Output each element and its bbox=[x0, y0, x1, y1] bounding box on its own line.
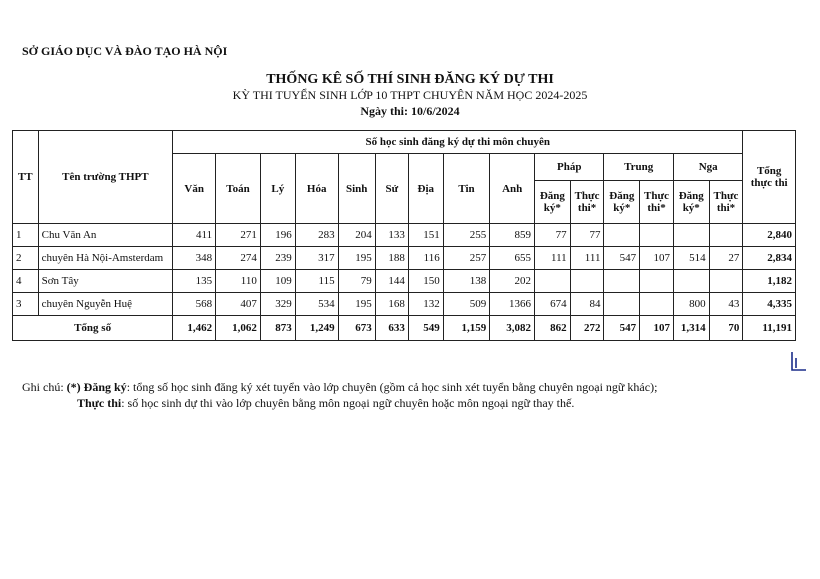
header-subject: Anh bbox=[490, 154, 535, 224]
row-cell: 411 bbox=[173, 224, 216, 247]
total-cell: 70 bbox=[709, 316, 743, 341]
total-cell: 1,314 bbox=[673, 316, 709, 341]
row-cell: 150 bbox=[408, 270, 443, 293]
note-line-1 bbox=[22, 380, 657, 395]
row-cell: 274 bbox=[216, 247, 261, 270]
row-cell: 79 bbox=[338, 270, 375, 293]
total-cell: 1,462 bbox=[173, 316, 216, 341]
row-tt: 3 bbox=[13, 293, 39, 316]
header-subject: Hóa bbox=[295, 154, 338, 224]
total-cell: 862 bbox=[535, 316, 571, 341]
note-prefix: Ghi chú: bbox=[22, 380, 67, 394]
total-cell: 107 bbox=[640, 316, 674, 341]
total-cell: 1,159 bbox=[443, 316, 490, 341]
total-cell: 547 bbox=[604, 316, 640, 341]
header-subject: Lý bbox=[260, 154, 295, 224]
row-cell: 4,335 bbox=[743, 293, 796, 316]
row-cell bbox=[709, 224, 743, 247]
row-cell: 196 bbox=[260, 224, 295, 247]
row-cell bbox=[640, 224, 674, 247]
total-label: Tổng số bbox=[13, 316, 173, 341]
header-sub-actual: Thực thi* bbox=[640, 181, 674, 224]
header-tt: TT bbox=[13, 131, 39, 224]
table-row bbox=[13, 293, 796, 316]
row-cell: 77 bbox=[570, 224, 604, 247]
row-cell: 111 bbox=[570, 247, 604, 270]
row-cell bbox=[535, 270, 571, 293]
table-row bbox=[13, 270, 796, 293]
row-cell: 348 bbox=[173, 247, 216, 270]
row-cell: 116 bbox=[408, 247, 443, 270]
row-school: Sơn Tây bbox=[38, 270, 173, 293]
header-sub-actual: Thực thi* bbox=[570, 181, 604, 224]
total-cell: 272 bbox=[570, 316, 604, 341]
row-cell: 43 bbox=[709, 293, 743, 316]
row-cell: 568 bbox=[173, 293, 216, 316]
row-cell: 800 bbox=[673, 293, 709, 316]
row-cell: 77 bbox=[535, 224, 571, 247]
row-cell bbox=[604, 293, 640, 316]
handwritten-mark-icon bbox=[786, 350, 810, 374]
row-cell: 547 bbox=[604, 247, 640, 270]
row-tt: 1 bbox=[13, 224, 39, 247]
row-cell: 271 bbox=[216, 224, 261, 247]
row-tt: 4 bbox=[13, 270, 39, 293]
row-cell: 509 bbox=[443, 293, 490, 316]
row-cell bbox=[640, 270, 674, 293]
row-cell: 283 bbox=[295, 224, 338, 247]
row-cell: 257 bbox=[443, 247, 490, 270]
header-lang-group: Pháp bbox=[535, 154, 604, 181]
row-cell bbox=[604, 270, 640, 293]
row-cell bbox=[570, 270, 604, 293]
row-cell: 1366 bbox=[490, 293, 535, 316]
row-cell bbox=[673, 270, 709, 293]
header-sub-actual: Thực thi* bbox=[709, 181, 743, 224]
row-cell: 111 bbox=[535, 247, 571, 270]
row-cell: 195 bbox=[338, 293, 375, 316]
table-row bbox=[13, 224, 796, 247]
row-cell: 110 bbox=[216, 270, 261, 293]
total-cell: 673 bbox=[338, 316, 375, 341]
header-sub-register: Đăng ký* bbox=[604, 181, 640, 224]
row-cell: 168 bbox=[375, 293, 408, 316]
row-cell: 133 bbox=[375, 224, 408, 247]
header-subject: Sử bbox=[375, 154, 408, 224]
row-cell: 115 bbox=[295, 270, 338, 293]
row-cell: 202 bbox=[490, 270, 535, 293]
note-register-text: : tổng số học sinh đăng ký xét tuyển vào lớp chuyên (gồm cả học sinh xét tuyển bằng chuyên ngoại ngữ khác); bbox=[126, 380, 658, 394]
row-school: chuyên Nguyễn Huệ bbox=[38, 293, 173, 316]
row-cell: 2,840 bbox=[743, 224, 796, 247]
header-group: Số học sinh đăng ký dự thi môn chuyên bbox=[173, 131, 743, 154]
header-school: Tên trường THPT bbox=[38, 131, 173, 224]
row-cell: 2,834 bbox=[743, 247, 796, 270]
row-cell bbox=[604, 224, 640, 247]
header-sub-register: Đăng ký* bbox=[535, 181, 571, 224]
row-cell: 151 bbox=[408, 224, 443, 247]
note-register-label: (*) Đăng ký bbox=[66, 380, 127, 394]
row-cell: 107 bbox=[640, 247, 674, 270]
row-cell: 1,182 bbox=[743, 270, 796, 293]
row-cell: 188 bbox=[375, 247, 408, 270]
total-cell: 873 bbox=[260, 316, 295, 341]
row-cell: 204 bbox=[338, 224, 375, 247]
row-cell bbox=[640, 293, 674, 316]
row-cell: 132 bbox=[408, 293, 443, 316]
row-cell: 859 bbox=[490, 224, 535, 247]
row-cell: 239 bbox=[260, 247, 295, 270]
note-line-2 bbox=[77, 396, 574, 411]
page-title: THỐNG KÊ SỐ THÍ SINH ĐĂNG KÝ DỰ THI bbox=[266, 72, 554, 87]
row-cell: 674 bbox=[535, 293, 571, 316]
header-sub-register: Đăng ký* bbox=[673, 181, 709, 224]
row-cell: 109 bbox=[260, 270, 295, 293]
header-total: Tổng thực thi bbox=[743, 131, 796, 224]
row-school: Chu Văn An bbox=[38, 224, 173, 247]
row-cell: 135 bbox=[173, 270, 216, 293]
header-subject: Tin bbox=[443, 154, 490, 224]
row-cell: 317 bbox=[295, 247, 338, 270]
row-cell: 84 bbox=[570, 293, 604, 316]
total-row bbox=[13, 316, 796, 341]
table-row bbox=[13, 247, 796, 270]
row-cell bbox=[673, 224, 709, 247]
row-cell: 255 bbox=[443, 224, 490, 247]
row-cell: 407 bbox=[216, 293, 261, 316]
total-cell: 11,191 bbox=[743, 316, 796, 341]
header-lang-group: Trung bbox=[604, 154, 673, 181]
total-cell: 633 bbox=[375, 316, 408, 341]
row-cell: 144 bbox=[375, 270, 408, 293]
row-cell: 27 bbox=[709, 247, 743, 270]
row-cell: 534 bbox=[295, 293, 338, 316]
row-cell: 195 bbox=[338, 247, 375, 270]
row-school: chuyên Hà Nội-Amsterdam bbox=[38, 247, 173, 270]
header-subject: Sinh bbox=[338, 154, 375, 224]
row-cell: 514 bbox=[673, 247, 709, 270]
row-cell bbox=[709, 270, 743, 293]
table-body bbox=[13, 224, 796, 316]
row-cell: 655 bbox=[490, 247, 535, 270]
row-tt: 2 bbox=[13, 247, 39, 270]
organization-name: SỞ GIÁO DỤC VÀ ĐÀO TẠO HÀ NỘI bbox=[22, 44, 228, 58]
total-cell: 549 bbox=[408, 316, 443, 341]
total-cell: 1,249 bbox=[295, 316, 338, 341]
header-subject: Địa bbox=[408, 154, 443, 224]
row-cell: 329 bbox=[260, 293, 295, 316]
note-actual-label: Thực thi bbox=[77, 396, 122, 410]
exam-date: Ngày thi: 10/6/2024 bbox=[360, 104, 460, 118]
total-cell: 1,062 bbox=[216, 316, 261, 341]
registration-table bbox=[12, 130, 796, 341]
note-actual-text: : số học sinh dự thi vào lớp chuyên bằng môn ngoại ngữ chuyên hoặc môn ngoại ngữ thay thế. bbox=[121, 396, 575, 410]
header-subject: Toán bbox=[216, 154, 261, 224]
header-lang-group: Nga bbox=[673, 154, 742, 181]
total-cell: 3,082 bbox=[490, 316, 535, 341]
page-subtitle: KỲ THI TUYỂN SINH LỚP 10 THPT CHUYÊN NĂM HỌC 2024-2025 bbox=[232, 88, 588, 102]
header-subject: Văn bbox=[173, 154, 216, 224]
row-cell: 138 bbox=[443, 270, 490, 293]
